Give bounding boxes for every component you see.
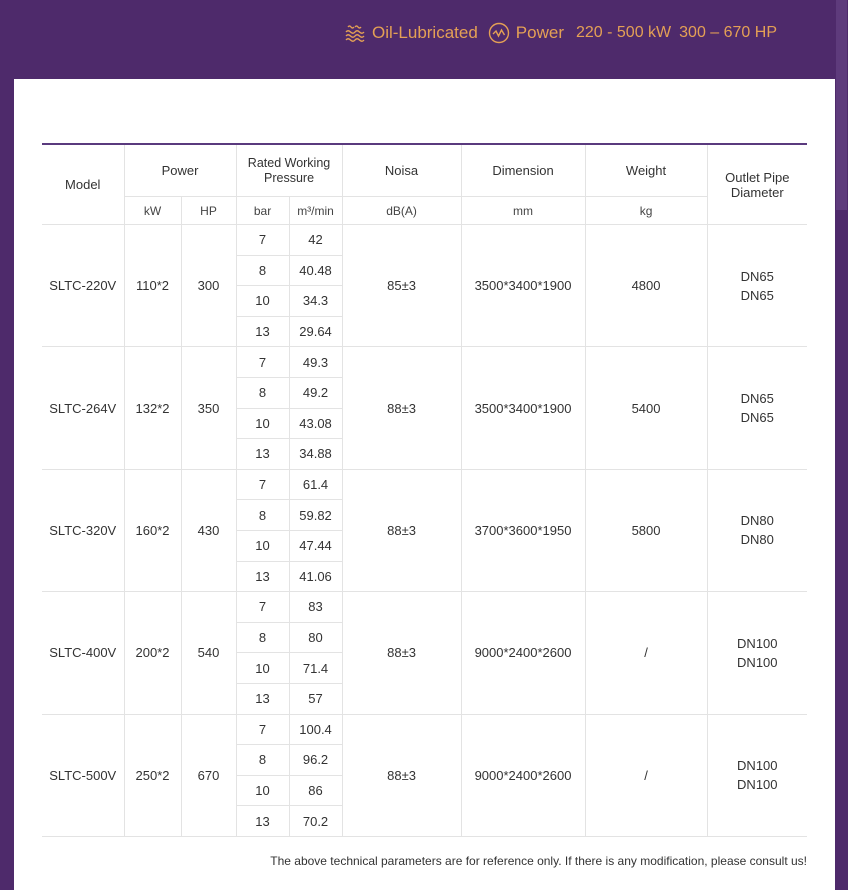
bar-cell: 8 (236, 745, 289, 776)
noise-cell: 88±3 (342, 714, 461, 836)
weight-cell: 5800 (585, 469, 707, 591)
header-outlet: Outlet Pipe Diameter (707, 144, 807, 225)
flow-cell: 49.3 (289, 347, 342, 378)
outlet-cell (707, 225, 807, 347)
dimension-cell: 9000*2400*2600 (461, 592, 585, 714)
scrollbar-thumb[interactable] (836, 0, 847, 210)
header-bar (0, 0, 835, 79)
flow-cell: 41.06 (289, 561, 342, 592)
outlet-value: DN65 (740, 287, 774, 303)
flow-cell: 83 (289, 592, 342, 623)
hp-cell: 670 (181, 714, 236, 836)
footnote: The above technical parameters are for reference only. If there is any modification, please consult us! (270, 854, 807, 868)
outlet-value: DN100 (737, 635, 778, 651)
flow-cell: 47.44 (289, 530, 342, 561)
lubrication-label: Oil-Lubricated (371, 23, 478, 42)
flow-cell: 57 (289, 683, 342, 714)
bar-cell: 8 (236, 377, 289, 408)
noise-cell: 88±3 (342, 469, 461, 591)
bar-cell: 8 (236, 622, 289, 653)
bar-cell: 10 (236, 653, 289, 684)
bar-cell: 13 (236, 806, 289, 837)
bar-cell: 8 (236, 500, 289, 531)
outlet-value: DN100 (737, 777, 778, 793)
bar-cell: 13 (236, 316, 289, 347)
flow-cell: 40.48 (289, 255, 342, 286)
flow-cell: 86 (289, 775, 342, 806)
bar-cell: 10 (236, 530, 289, 561)
dimension-cell: 3500*3400*1900 (461, 347, 585, 469)
oil-waves-icon (344, 22, 366, 44)
bar-cell: 13 (236, 561, 289, 592)
spec-table (42, 143, 807, 837)
header-noise: Noisa (342, 144, 461, 197)
subheader-flow: m³/min (289, 197, 342, 225)
model-cell: SLTC-320V (42, 469, 124, 591)
weight-cell: 5400 (585, 347, 707, 469)
flow-cell: 34.3 (289, 286, 342, 317)
noise-cell: 88±3 (342, 592, 461, 714)
outlet-cell (707, 592, 807, 714)
kw-cell: 132*2 (124, 347, 181, 469)
table-row (42, 347, 807, 378)
table-row (42, 714, 807, 745)
flow-cell: 96.2 (289, 745, 342, 776)
table-row (42, 225, 807, 256)
hp-cell: 540 (181, 592, 236, 714)
model-cell: SLTC-264V (42, 347, 124, 469)
weight-cell: / (585, 714, 707, 836)
bar-cell: 7 (236, 714, 289, 745)
hp-cell: 300 (181, 225, 236, 347)
outlet-value: DN80 (740, 532, 774, 548)
outlet-cell (707, 714, 807, 836)
power-kw-range: 220 - 500 kW (575, 24, 672, 41)
flow-cell: 80 (289, 622, 342, 653)
bar-cell: 13 (236, 683, 289, 714)
bar-cell: 8 (236, 255, 289, 286)
flow-cell: 71.4 (289, 653, 342, 684)
outlet-value: DN65 (740, 391, 774, 407)
dimension-cell: 3700*3600*1950 (461, 469, 585, 591)
bar-cell: 7 (236, 225, 289, 256)
flow-cell: 70.2 (289, 806, 342, 837)
bar-cell: 13 (236, 439, 289, 470)
table-row (42, 592, 807, 623)
flow-cell: 100.4 (289, 714, 342, 745)
header-pressure-line2: Pressure (264, 170, 315, 185)
bar-cell: 7 (236, 592, 289, 623)
flow-cell: 49.2 (289, 377, 342, 408)
header-pressure (236, 144, 342, 197)
header-model: Model (42, 144, 124, 225)
subheader-hp: HP (181, 197, 236, 225)
hp-cell: 430 (181, 469, 236, 591)
power-hp-range: 300 – 670 HP (679, 24, 777, 41)
kw-cell: 250*2 (124, 714, 181, 836)
model-cell: SLTC-400V (42, 592, 124, 714)
subheader-dimension-unit: mm (461, 197, 585, 225)
outlet-value: DN80 (740, 513, 774, 529)
dimension-cell: 9000*2400*2600 (461, 714, 585, 836)
outlet-cell (707, 347, 807, 469)
outlet-value: DN65 (740, 268, 774, 284)
header-power: Power (124, 144, 236, 197)
subheader-weight-unit: kg (585, 197, 707, 225)
flow-cell: 29.64 (289, 316, 342, 347)
flow-cell: 43.08 (289, 408, 342, 439)
header-dimension: Dimension (461, 144, 585, 197)
subheader-kw: kW (124, 197, 181, 225)
spec-badges (344, 20, 777, 46)
table-row (42, 469, 807, 500)
bar-cell: 7 (236, 469, 289, 500)
outlet-cell (707, 469, 807, 591)
subheader-bar: bar (236, 197, 289, 225)
noise-cell: 88±3 (342, 347, 461, 469)
flow-cell: 42 (289, 225, 342, 256)
kw-cell: 110*2 (124, 225, 181, 347)
bar-cell: 10 (236, 408, 289, 439)
power-gauge-icon (488, 22, 510, 44)
header-weight: Weight (585, 144, 707, 197)
dimension-cell: 3500*3400*1900 (461, 225, 585, 347)
noise-cell: 85±3 (342, 225, 461, 347)
flow-cell: 59.82 (289, 500, 342, 531)
kw-cell: 200*2 (124, 592, 181, 714)
power-label: Power (515, 23, 564, 42)
outlet-value: DN65 (740, 410, 774, 426)
outlet-value: DN100 (737, 654, 778, 670)
weight-cell: 4800 (585, 225, 707, 347)
bar-cell: 7 (236, 347, 289, 378)
spec-panel (14, 79, 835, 890)
weight-cell: / (585, 592, 707, 714)
flow-cell: 61.4 (289, 469, 342, 500)
bar-cell: 10 (236, 775, 289, 806)
bar-cell: 10 (236, 286, 289, 317)
spec-table-wrapper (42, 143, 807, 837)
header-pressure-line1: Rated Working (247, 155, 331, 170)
outlet-value: DN100 (737, 758, 778, 774)
hp-cell: 350 (181, 347, 236, 469)
model-cell: SLTC-220V (42, 225, 124, 347)
subheader-noise-unit: dB(A) (342, 197, 461, 225)
flow-cell: 34.88 (289, 439, 342, 470)
model-cell: SLTC-500V (42, 714, 124, 836)
kw-cell: 160*2 (124, 469, 181, 591)
